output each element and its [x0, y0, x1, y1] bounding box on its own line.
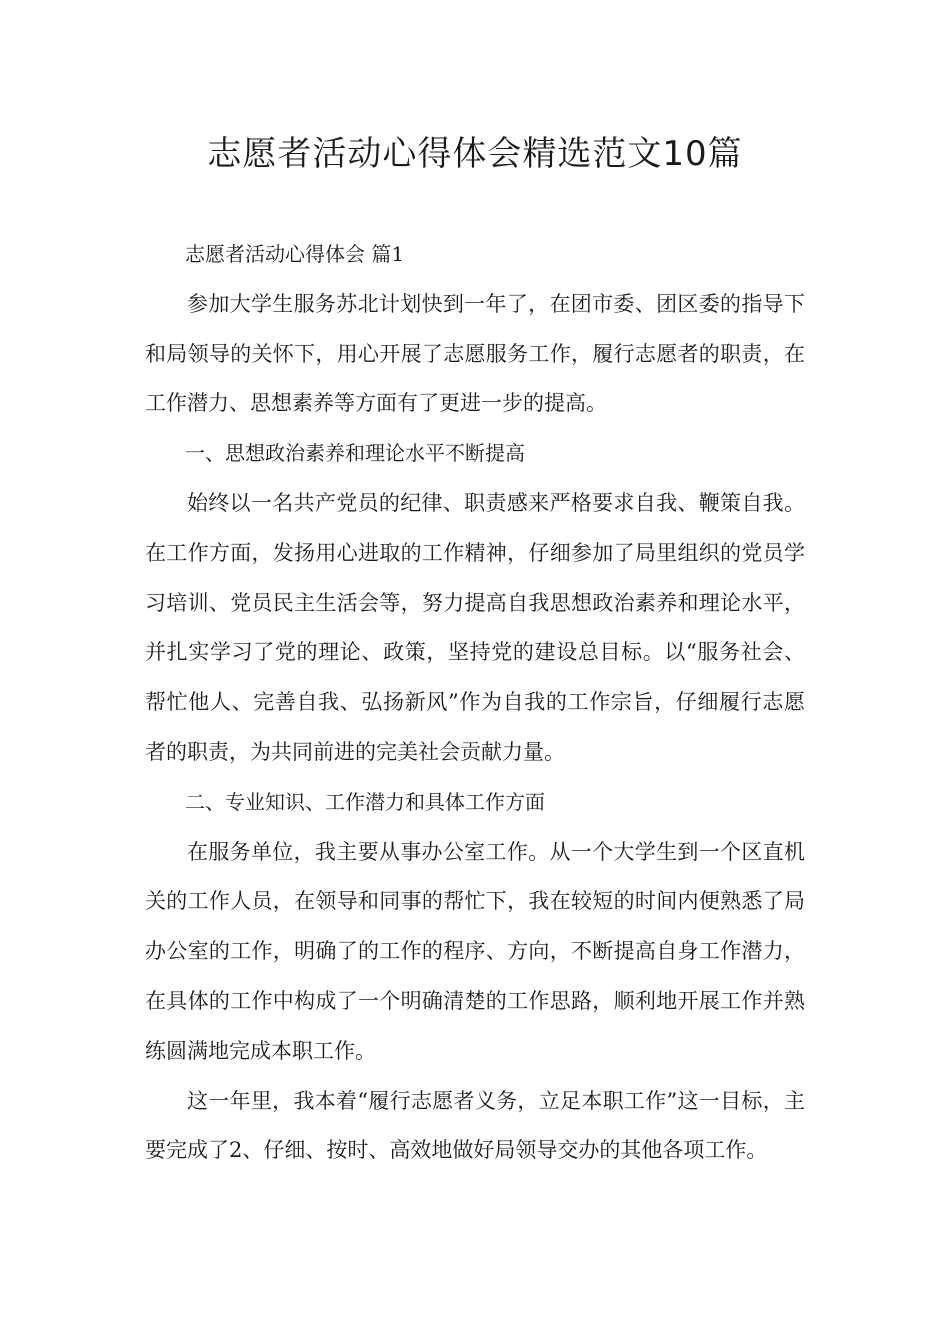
section-heading-political: 一、思想政治素养和理论水平不断提高: [185, 441, 525, 466]
paragraph-year-summary: 这一年里，我本着“履行志愿者义务，立足本职工作”这一目标，主要完成了2、仔细、按时、高效地做好局领导交办的其他各项工作。: [145, 1088, 805, 1163]
paragraph-intro: 参加大学生服务苏北计划快到一年了，在团市委、团区委的指导下和局领导的关怀下，用心开展了志愿服务工作，履行志愿者的职责，在工作潜力、思想素养等方面有了更进一步的提高。: [145, 291, 805, 416]
paragraph-political: 始终以一名共产党员的纪律、职责感来严格要求自我、鞭策自我。在工作方面，发扬用心进取的工作精神，仔细参加了局里组织的党员学习培训、党员民主生活会等，努力提高自我思想政治素养和理论水平，并扎实学习了党的理论、政策，坚持党的建设总目标。以“服务社会、帮忙他人、完善自我、弘扬新风”作为自我的工作宗旨，仔细履行志愿者的职责，为共同前进的完美社会贡献力量。: [145, 490, 805, 764]
paragraph-professional: 在服务单位，我主要从事办公室工作。从一个大学生到一个区直机关的工作人员，在领导和同事的帮忙下，我在较短的时间内便熟悉了局办公室的工作，明确了的工作的程序、方向，不断提高自身工作潜力，在具体的工作中构成了一个明确清楚的工作思路，顺利地开展工作并熟练圆满地完成本职工作。: [145, 839, 805, 1063]
section-heading-article-1: 志愿者活动心得体会 篇1: [185, 242, 405, 266]
document-body: [145, 230, 805, 1176]
document-title: 志愿者活动心得体会精选范文10篇: [207, 134, 743, 174]
section-heading-professional: 二、专业知识、工作潜力和具体工作方面: [185, 789, 545, 814]
